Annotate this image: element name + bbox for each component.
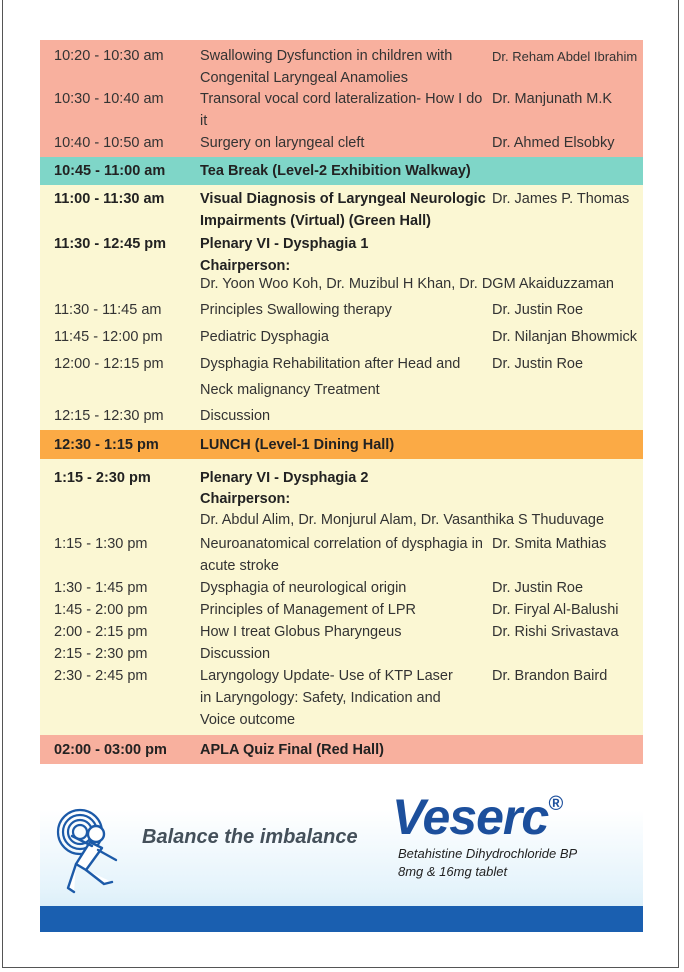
quiz-time: 02:00 - 03:00 pm: [54, 742, 167, 758]
session-speaker: Dr. James P. Thomas: [492, 191, 630, 207]
session-title: Swallowing Dysfunction in children with Congenital Laryngeal Anamolies: [200, 48, 453, 86]
session-time: 1:45 - 2:00 pm: [54, 602, 148, 618]
session-time: 11:30 - 11:45 am: [54, 302, 162, 318]
session-row: [40, 665, 643, 735]
session-time: 2:00 - 2:15 pm: [54, 624, 148, 640]
brand-name: [392, 788, 562, 846]
session-title: Discussion: [200, 646, 271, 662]
session-speaker: Dr. Smita Mathias: [492, 536, 607, 552]
plenary-time: 11:30 - 12:45 pm: [54, 236, 167, 252]
session-time: 10:20 - 10:30 am: [54, 48, 164, 64]
yellow-section-2: [40, 459, 643, 735]
session-speaker: Dr. Firyal Al-Balushi: [492, 602, 619, 618]
ad-tagline: Balance the imbalance: [142, 826, 358, 848]
chairperson-names: Dr. Yoon Woo Koh, Dr. Muzibul H Khan, Dr. DGM Akaiduzzaman: [200, 276, 614, 292]
session-row: [40, 599, 643, 621]
session-title: Neuroanatomical correlation of dysphagia in acute stroke: [200, 536, 483, 574]
session-time: 10:30 - 10:40 am: [54, 91, 164, 107]
session-title: Principles of Management of LPR: [200, 602, 416, 618]
session-speaker: Dr. Reham Abdel Ibrahim: [492, 49, 638, 64]
session-row: [40, 577, 643, 599]
session-speaker: Dr. Ahmed Elsobky: [492, 135, 615, 151]
session-row: [40, 326, 643, 353]
session-time: 12:00 - 12:15 pm: [54, 356, 164, 372]
session-time: 1:15 - 1:30 pm: [54, 536, 148, 552]
session-row: [40, 40, 643, 88]
ad-bottom-bar: [40, 906, 643, 932]
session-speaker: Dr. Manjunath M.K: [492, 91, 613, 107]
quiz-title: APLA Quiz Final (Red Hall): [200, 742, 384, 758]
plenary-header-row: [40, 233, 643, 299]
session-row: [40, 88, 643, 130]
veserc-advertisement: [40, 770, 643, 932]
session-title: Laryngology Update- Use of KTP Laser in Laryngology: Safety, Indication and Voice outcome: [200, 668, 453, 728]
session-row: [40, 353, 643, 405]
chairperson-label: Chairperson:: [200, 258, 291, 274]
session-title: Visual Diagnosis of Laryngeal Neurologic Impairments (Virtual) (Green Hall): [200, 191, 486, 229]
tea-break-row: [40, 157, 643, 185]
quiz-row: [40, 735, 643, 764]
plenary-title: Plenary VI - Dysphagia 2: [200, 470, 369, 486]
session-speaker: Dr. Brandon Baird: [492, 668, 608, 684]
session-title: Discussion: [200, 408, 271, 424]
session-row: [40, 185, 643, 233]
session-time: 1:30 - 1:45 pm: [54, 580, 148, 596]
session-title: Principles Swallowing therapy: [200, 302, 392, 318]
schedule-table: [40, 40, 643, 764]
brand-name-text: Veserc: [392, 789, 549, 845]
session-time: 11:45 - 12:00 pm: [54, 329, 163, 345]
session-row: [40, 299, 643, 326]
session-row: [40, 643, 643, 665]
session-speaker: Dr. Justin Roe: [492, 302, 584, 318]
registered-mark: ®: [548, 793, 562, 816]
generic-name: Betahistine Dihydrochloride BP: [398, 846, 578, 861]
yellow-section-1: [40, 185, 643, 430]
session-speaker: Dr. Nilanjan Bhowmick: [492, 329, 638, 345]
session-time: 10:40 - 10:50 am: [54, 135, 164, 151]
session-time: 2:15 - 2:30 pm: [54, 646, 148, 662]
tea-break-title: Tea Break (Level-2 Exhibition Walkway): [200, 163, 471, 179]
session-row: [40, 405, 643, 430]
lunch-time: 12:30 - 1:15 pm: [54, 437, 159, 453]
chairperson-names: Dr. Abdul Alim, Dr. Monjurul Alam, Dr. Vasanthika S Thuduvage: [200, 512, 605, 528]
dosage-text: 8mg & 16mg tablet: [398, 864, 508, 879]
session-title: Pediatric Dysphagia: [200, 329, 329, 345]
session-speaker: Dr. Justin Roe: [492, 580, 584, 596]
session-title: Transoral vocal cord lateralization- How I do it: [200, 91, 483, 129]
tea-break-time: 10:45 - 11:00 am: [54, 163, 166, 179]
plenary-header-row: [40, 459, 643, 533]
session-title: Surgery on laryngeal cleft: [200, 135, 365, 151]
session-time: 2:30 - 2:45 pm: [54, 668, 148, 684]
session-row: [40, 533, 643, 577]
chairperson-label: Chairperson:: [200, 491, 291, 507]
session-speaker: Dr. Rishi Srivastava: [492, 624, 619, 640]
session-speaker: Dr. Justin Roe: [492, 356, 584, 372]
session-title: How I treat Globus Pharyngeus: [200, 624, 402, 640]
balance-figure-icon: [46, 798, 142, 898]
session-time: 12:15 - 12:30 pm: [54, 408, 164, 424]
plenary-time: 1:15 - 2:30 pm: [54, 470, 151, 486]
plenary-title: Plenary VI - Dysphagia 1: [200, 236, 369, 252]
session-title: Dysphagia of neurological origin: [200, 580, 407, 596]
session-row: [40, 621, 643, 643]
lunch-row: [40, 430, 643, 459]
lunch-title: LUNCH (Level-1 Dining Hall): [200, 437, 395, 453]
session-time: 11:00 - 11:30 am: [54, 191, 165, 207]
session-row: [40, 130, 643, 157]
session-title: Dysphagia Rehabilitation after Head and Neck malignancy Treatment: [200, 356, 461, 398]
